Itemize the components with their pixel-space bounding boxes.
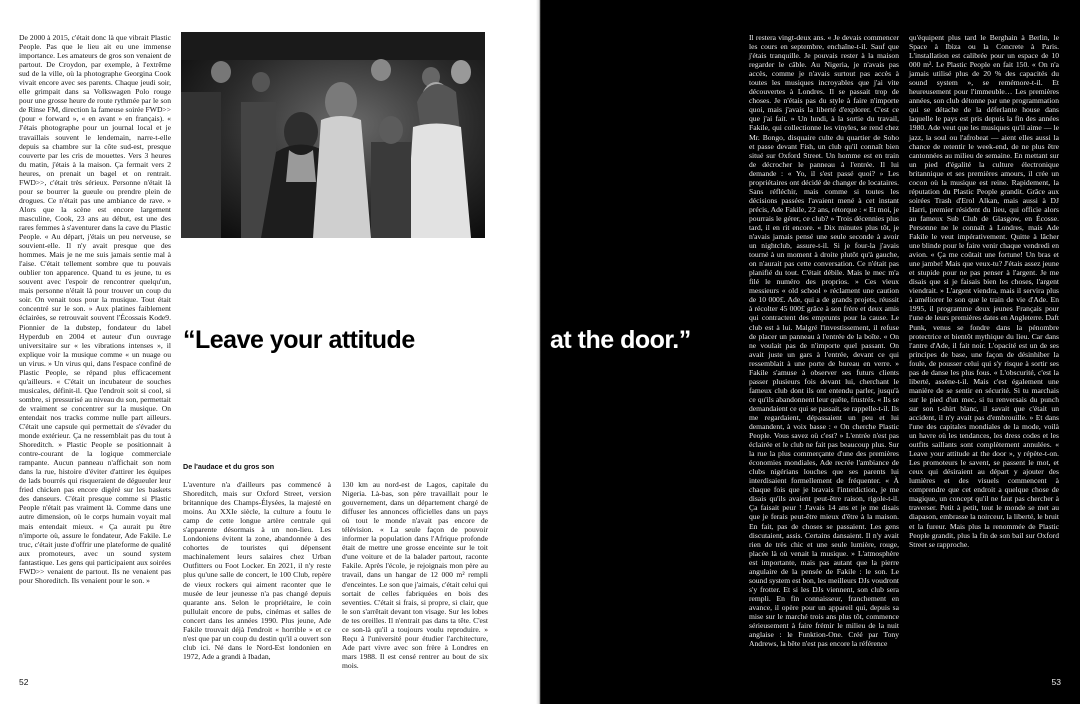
left-column-1-text: De 2000 à 2015, c'était donc là que vibrait Plastic People. Pas que le lieu ait eu une immense importance. Les amateurs de gros son venaient de partout. De Croydon, par exemple, à l'extrême sud de la ville, où la photographe Georgina Cook vivait encore avec ses parents. Chaque jeudi soir, elle grimpait dans sa Volkswagen Polo rouge pour une grosse heure de route rythmée par le son de Rinse FM, direction la fameuse soirée FWD>> (pour « forward », « en avant » en français). « J'étais photographe pour un journal local et je travaillais souvent le lendemain, narre-t-elle depuis sa chambre sur la côte sud-est, presque couverte par les cris de mouettes. Vers 3 heures du matin, j'étais à la maison. Ça fermait vers 2 heures, on prenait un bagel et on rentrait. FWD>>, c'était très sérieux. Personne n'était là pour se bourrer la gueule ou prendre plein de drogues. Ce n'était pas une ambiance de rave. » Alors que la scène est encore largement masculine, Cook, 23 ans au début, est une des rares femmes à s'aventurer dans la cave du Plastic People. « Au départ, j'étais un peu nerveuse, se souvient-elle. Il n'y avait presque que des hommes. Mais je ne me suis jamais sentie mal à l'aise. C'était tellement sombre que tu pouvais oublier ton apparence. Quand tu es jeune, tu es souvent avec l'espoir de rencontrer quelqu'un, mais personne n'était là pour trouver un coup du soir. On venait tous pour la musique. Tout était concentré sur le son. » Aux platines faiblement éclairées, se retrouvait souvent l'Écossais Kode9. Pionnier de la dubstep, fondateur du label Hyperdub en 2004 et auteur d'un ouvrage universitaire sur « les vibrations intenses », il explique voir la musique comme « un nuage ou un virus. » Un virus qui, dans l'espace confiné de Plastic People, se répand plus efficacement qu'ailleurs. « C'était un incubateur de souches musicales, définit-il. Que l'endroit soit si cool, si sombre, si pressurisé au niveau du son, permettait de vraiment se concentrer sur la musique. On entendait nos tracks comme nulle part ailleurs. C'était une capsule qui permettait de s'évader du monde extérieur. Ça ne ressemblait pas du tout à Shoreditch. » Plastic People se positionnait à contre-courant de la logique commerciale rampante. Aucun panneau n'affichait son nom dans la rue, histoire d'éviter d'attirer les équipes de lads bourrés qui risqueraient de dégueuler leur fried chicken pas encore digéré sur les baskets des danseurs. C'était presque comme si Plastic People n'était pas vraiment là. Comme dans une autre dimension, où le corps humain voyait mal mais entendait mieux. « Ça aurait pu être n'importe où, assure le fondateur, Ade Fakile. Le truc, c'était juste d'offrir une plateforme de qualité aux promoteurs, avec un sound system fantastique. Les gens qui participaient aux soirées FWD>> venaient de partout. Ils ne venaient pas pour Shoreditch. Ils venaient pour le son. »	[19, 33, 171, 585]
right-column-2-text: qu'équipent plus tard le Berghain à Berlin, le Space à Ibiza ou la Concrete à Paris. L'installation est calibrée pour un espace de 10 000 m². Le Plastic People en fait 150. « On n'a jamais utilisé plus de 20 % des capacités du sound system », se remémore-t-il. Et heureusement pour l'immeuble… Les premières années, son club détonne par une programmation qui se détache de la déferlante house dans laquelle le pays est pris depuis la fin des années 1980. Ade veut que les musiques qu'il aime — le jazz, la soul ou l'afrobeat — aient elles aussi la chance de retentir le week-end, de ne plus être cantonnées au milieu de semaine. En mettant sur un pied d'égalité la culture électronique britannique et ses premières amours, il crée un cocon où la musique est reine. Rapidement, la réputation du Plastic People grandit. Grâce aux soirées Trash d'Erol Alkan, mais aussi à DJ Harri, premier résident du lieu, qui officie alors au fameux Sub Club de Glasgow, en Écosse. Personne ne le connaît à Londres, mais Ade Fakile le veut impérativement. Quitte à lâcher une blinde pour le faire venir chaque vendredi en avion. « Ça me coûtait une fortune! Un bras et une jambe! Mais que veux-tu? J'étais assez jeune et stupide pour ne pas penser à l'argent. Je me disais que si je faisais bien les choses, l'argent viendrait. » L'argent viendra, mais il servira plus à améliorer le son que le train de vie d'Ade. En 1995, il programme deux jeunes Français pour l'une de leurs premières dates en Angleterre. Daft Punk, venus se fondre dans la pénombre protectrice et bientôt mythique du lieu. Car dans l'antre d'Ade, il fait noir. L'opacité est un de ses principes de base, une façon de désinhiber la foule, de pousser celui qui s'y risque à sortir ses pas de danse les plus fous. « L'obscurité, c'est la liberté, assène-t-il. Mais c'est également une manière de se sentir en sécurité. Si tu marchais sur le pied d'un mec, si tu renversais du punch sur son t-shirt blanc, il savait que c'était un accident, il n'y avait pas d'embrouille. » Et dans l'une des capitales mondiales de la mode, voilà un havre où les tendances, les dress codes et les outfits saillants sont complètement annulées. « Leave your attitude at the door », y répète-t-on. Les promoteurs le savent, se passent le mot, et ceux qui désiraient au départ y ajouter des lumières et des visuels commencent à comprendre que cet endroit a quelque chose de magique, un concept qu'il ne faut pas chercher à traverser. Petit à petit, tout le monde se met au diapason, embrasse la noirceur, la liberté, le bruit et la fureur. Mais plus la renommée de Plastic People grandit, plus la fin de son bail sur Oxford Street se rapproche.	[909, 33, 1059, 549]
left-column-3	[342, 480, 488, 670]
right-column-1	[749, 33, 899, 649]
right-column-1-text: Il restera vingt-deux ans. « Je devais commencer les cours en septembre, enchaîne-t-il. Sauf que j'étais tranquille. Je pouvais rester à la maison regarder le câble. Au Nigeria, je n'avais pas accès, comme je n'avais surtout pas accès à toutes les musiques incroyables que j'ai vite découvertes à Londres. Il se passait trop de choses. Je n'étais pas du style à faire n'importe quoi, mais j'avais la liberté d'explorer. C'est ce que j'ai fait. » Un lundi, à la sortie du travail, Fakile, qui collectionne les vinyles, se rend chez Mr. Bongo, disquaire culte du quartier de Soho et passe devant Fish, un club qu'il connaît bien situé sur Oxford Street. Un homme est en train de décrocher le panneau à l'entrée. Il lui demande : « Yo, il s'est passé quoi? » Les propriétaires ont décidé de changer de locataires. Sans réfléchir, mais comme si toutes les décisions passées l'avaient mené à cet instant précis, Ade Fakile, 22 ans, rétorque : « Et moi, je pourrais le gérer, ce club? » Trois décennies plus tard, il en rit encore. « Dix minutes plus tôt, je n'avais jamais pensé une seule seconde à avoir un nightclub, assure-t-il. Si je four-la j'avais tourné à un moment à droite plutôt qu'à gauche, on n'aurait pas cette conversation. Ce n'était pas planifié du tout. C'était débile. Mais le mec m'a filé le numéro des proprios. » Ces vieux messieurs « old school » réclament une caution de 10 000£. Ade, qui a de grands projets, réussit à récolter 45 000£ grâce à son frère et deux amis qui contractent des emprunts pour la cause. Le club est à lui. Malgré l'investissement, il refuse de placer un panneau à l'entrée de la boîte. « On ne voulait pas de n'importe quel passant. On avait juste un gars à l'entrée, devant ce qui ressemblait à une porte de bureau en verre. » Fakile s'amuse à observer ses futurs clients passer plusieurs fois devant lui, cherchant le fameux club dont ils ont entendu parler, jusqu'à ce qu'ils abandonnent leur quête, frustrés. « Ils se demandaient ce qui se passait, se rappelle-t-il. Ils me regardaient, dépassaient un peu et lui demandent, à voix basse : « On cherche Plastic People. Vous savez où c'est? » L'entrée n'est pas éclairée et le club ne fait pas beaucoup plus. Sur la rue la plus commerçante d'une des premières économies mondiales, Ade recrée l'ambiance de clubs nigérians louches que ses parents lui interdisaient formellement de fréquenter. « À chaque fois que je bravais l'interdiction, je me disais qu'ils avaient peut-être raison, rigole-t-il. Ça faisait peur ! J'avais 14 ans et je me disais que je ferais peut-être mieux d'être à la maison. En fait, pas de choses se passaient. Les gens discutaient, assis. Certains dansaient. Il n'y avait rien de très chic et une seule lumière, rouge, placée là où venait la musique. » L'atmosphère est importante, mais pas autant que la pierre angulaire de la pensée de Fakile : le son. Le sound system est bon, les meilleurs DJs voudront s'y frotter. Et si les DJs viennent, son club sera rempli. En fin connaisseur, franchement en avance, il opère pour un appareil qui, depuis sa mise sur le marché trois ans plus tôt, commence sérieusement à faire frémir le milieu de la nuit anglaise : le Funktion-One. Créé par Tony Andrews, la bête n'est pas encore la référence	[749, 33, 899, 649]
section-subhead: De l'audace et du gros son	[183, 462, 275, 471]
left-column-3-text: 130 km au nord-est de Lagos, capitale du Nigeria. Là-bas, son père travaillait pour le gouvernement, dans un département chargé de diffuser les annonces officielles dans un pays où tout le monde n'avait pas encore de télévision. « La seule façon de pouvoir informer la population dans l'Afrique profonde était de mettre une grosse enceinte sur le toit d'une voiture et de la balader partout, raconte Fakile. Après l'école, je rejoignais mon père au travail, dans un hangar de 12 000 m² rempli d'enceintes. Le son que j'aimais, c'était celui qui sortait de celles fabriquées en bois des seventies. C'était si frais, si propre, si clair, que le son s'arrêtait devant ton visage. Sur les lobes de tes oreilles. Il n'entrait pas dans ta tête. C'est ce son-là qu'il a toujours voulu reproduire. » Reçu à l'université pour étudier l'architecture, Ade part vivre avec son frère à Londres en mars 1988. Il est censé rentrer au bout de six mois.	[342, 480, 488, 670]
page-number-right: 53	[1051, 677, 1061, 687]
page-number-left: 52	[19, 677, 29, 687]
pull-quote-right: at the door.”	[550, 326, 691, 354]
right-column-2	[909, 33, 1059, 643]
left-column-2	[183, 480, 331, 661]
club-crowd-photo-image	[181, 32, 485, 238]
pull-quote-left: “Leave your attitude	[183, 326, 415, 354]
club-crowd-photo	[181, 32, 485, 238]
left-column-1	[19, 33, 171, 643]
page-gutter	[536, 0, 544, 704]
left-column-2-text: L'aventure n'a d'ailleurs pas commencé à Shoreditch, mais sur Oxford Street, version britannique des Champs-Élysées, la majesté en moins. Au XXIe siècle, la culture a foutu le camp de cette longue artère centrale qui s'apparente désormais à un non-lieu. Les Londoniens évitent la zone, abandonnée à des cohortes de touristes qui dépensent machinalement leurs salaires chez Urban Outfitters ou Foot Locker. En 2021, il n'y reste plus qu'une salle de concert, le 100 Club, repère de vieux rockers qui aiment raconter que le musée de leur jeunesse n'a pas changé depuis quarante ans. Selon le propriétaire, le coin pullulait encore de pubs, cinémas et salles de concert dans les années 1990. Plus jeune, Ade Fakile trouvait déjà l'endroit « horrible » et ce n'est que par un coup du destin qu'il a ouvert son club ici. Né dans le Nord-Est londonien en 1972, Ade a grandi à Ibadan,	[183, 480, 331, 661]
